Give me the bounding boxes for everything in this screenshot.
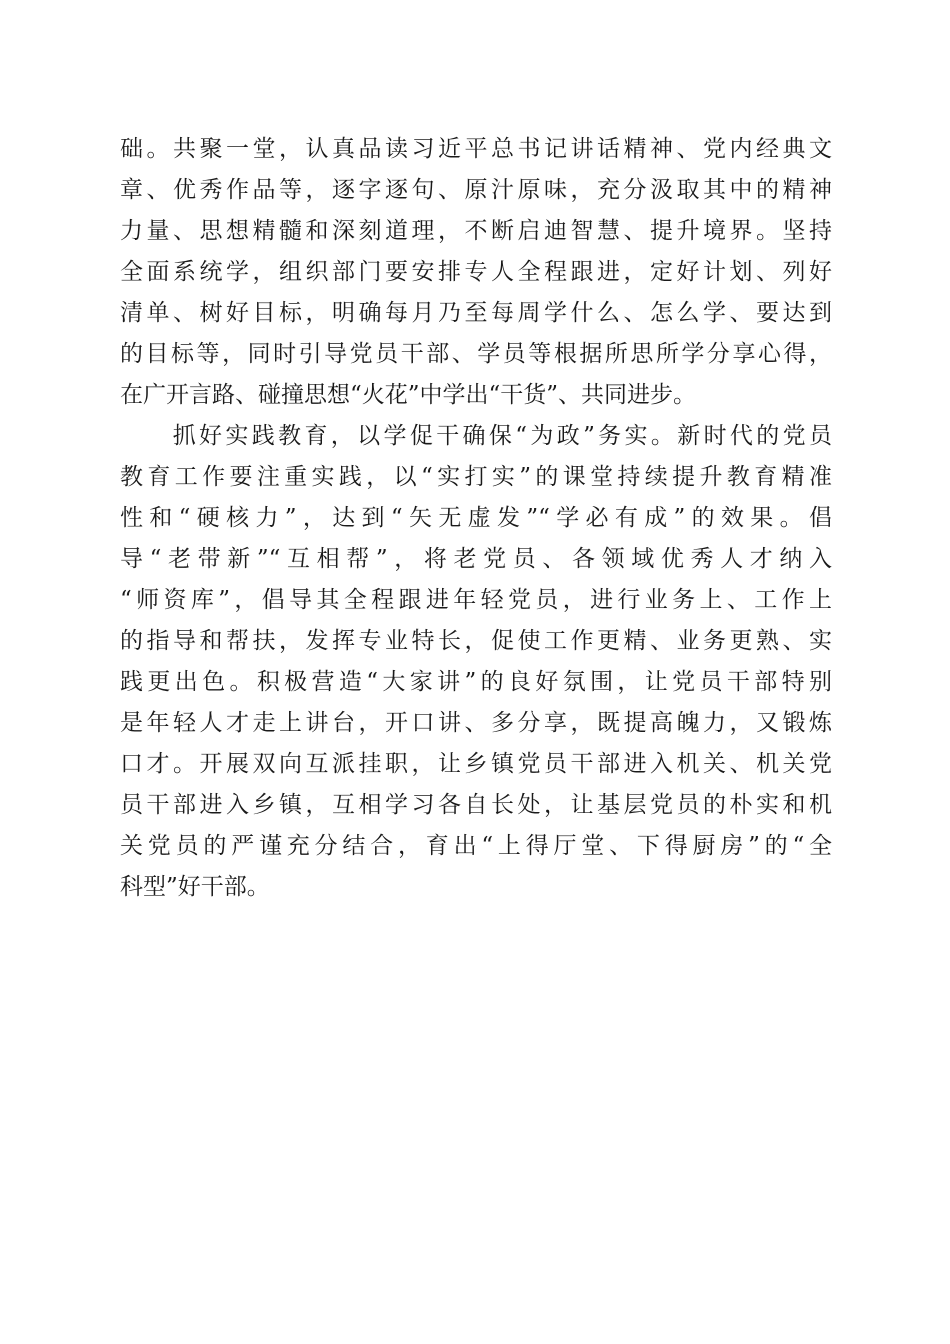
text-line: 础。共聚一堂，认真品读习近平总书记讲话精神、党内经典文 <box>120 136 832 162</box>
text-line: 是年轻人才走上讲台，开口讲、多分享，既提高魄力，又锻炼 <box>120 710 832 736</box>
paragraph-practice <box>120 416 832 908</box>
text-line: 性和“硬核力”，达到“矢无虚发”“学必有成”的效果。倡 <box>120 505 832 531</box>
text-line: 全面系统学，组织部门要安排专人全程跟进，定好计划、列好 <box>120 259 832 285</box>
text-line: 口才。开展双向互派挂职，让乡镇党员干部进入机关、机关党 <box>120 751 832 777</box>
text-line: 的目标等，同时引导党员干部、学员等根据所思所学分享心得， <box>120 341 832 367</box>
text-line: 导“老带新”“互相帮”，将老党员、各领域优秀人才纳入 <box>120 546 832 572</box>
text-line: 关党员的严谨充分结合，育出“上得厅堂、下得厨房”的“全 <box>120 833 832 859</box>
text-line: “师资库”，倡导其全程跟进年轻党员，进行业务上、工作上 <box>120 587 832 613</box>
text-line: 章、优秀作品等，逐字逐句、原汁原味，充分汲取其中的精神 <box>120 177 832 203</box>
document-body <box>120 129 832 908</box>
text-line: 的指导和帮扶，发挥专业特长，促使工作更精、业务更熟、实 <box>120 628 832 654</box>
text-line: 科型”好干部。 <box>120 874 270 900</box>
text-line: 力量、思想精髓和深刻道理，不断启迪智慧、提升境界。坚持 <box>120 218 832 244</box>
paragraph-study <box>120 129 832 416</box>
text-line: 在广开言路、碰撞思想“火花”中学出“干货”、共同进步。 <box>120 382 697 408</box>
text-line: 清单、树好目标，明确每月乃至每周学什么、怎么学、要达到 <box>120 300 832 326</box>
text-line: 践更出色。积极营造“大家讲”的良好氛围，让党员干部特别 <box>120 669 832 695</box>
text-line: 抓好实践教育，以学促干确保“为政”务实。新时代的党员 <box>120 423 832 449</box>
text-line: 教育工作要注重实践，以“实打实”的课堂持续提升教育精准 <box>120 464 832 490</box>
text-line: 员干部进入乡镇，互相学习各自长处，让基层党员的朴实和机 <box>120 792 832 818</box>
